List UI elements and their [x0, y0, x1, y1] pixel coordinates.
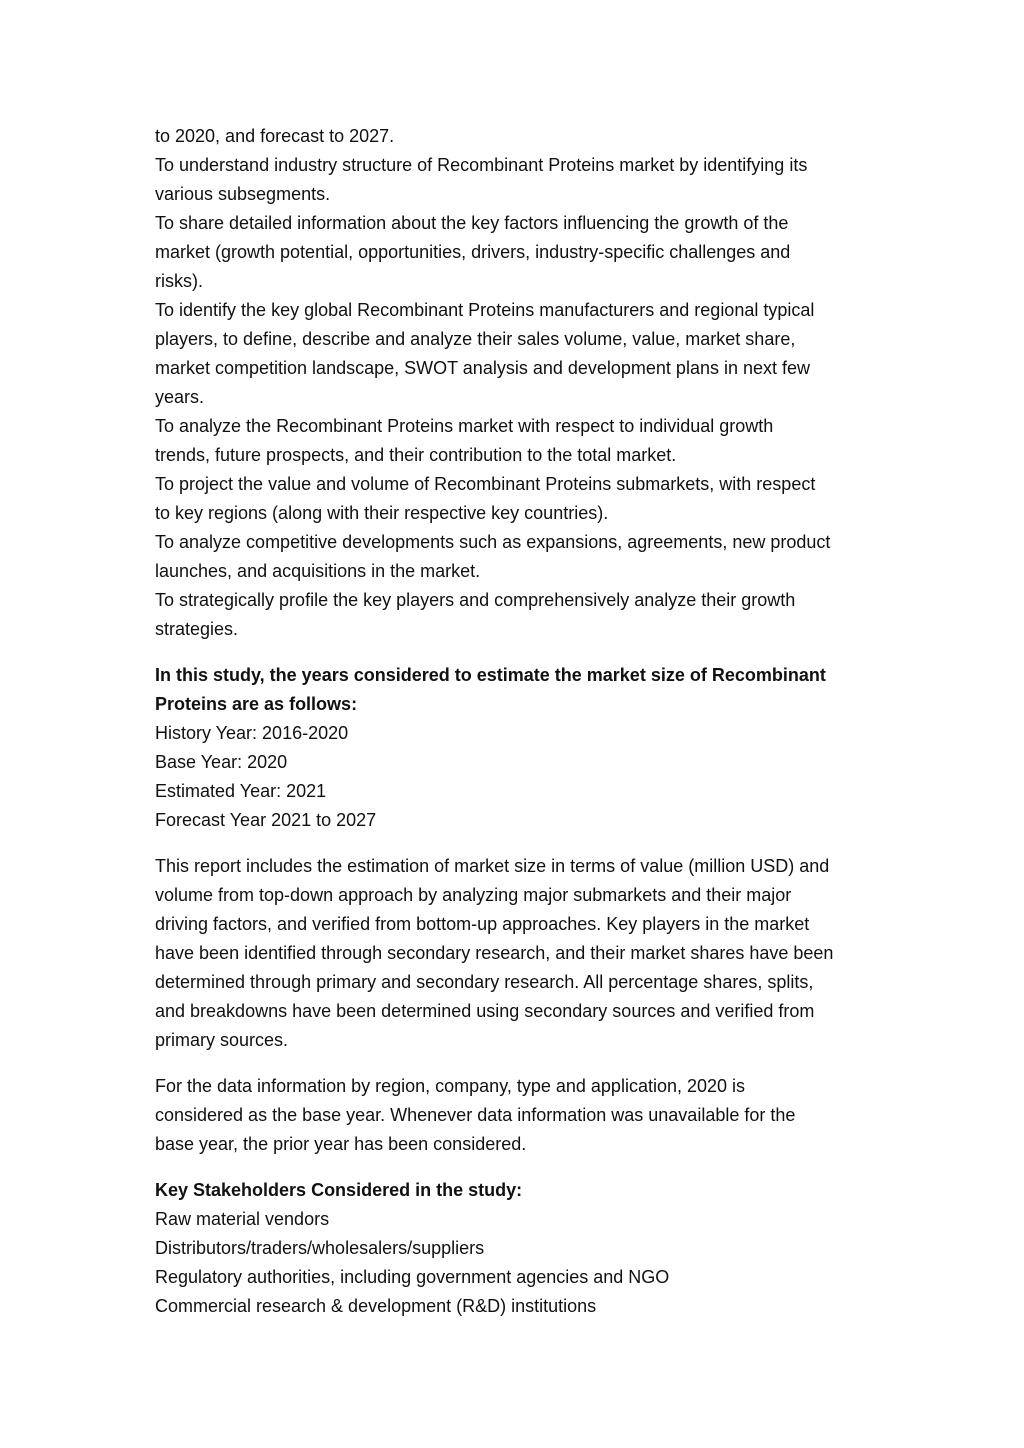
text-line: market (growth potential, opportunities, drivers, industry-specific challenges and [155, 242, 791, 262]
years-heading: Proteins are as follows: [155, 694, 358, 714]
text-line: To project the value and volume of Recombinant Proteins submarkets, with respect [155, 474, 816, 494]
text-line: launches, and acquisitions in the market. [155, 561, 481, 581]
text-line: to key regions (along with their respective key countries). [155, 503, 609, 523]
text-line: risks). [155, 271, 203, 291]
text-line: To analyze competitive developments such as expansions, agreements, new product [155, 532, 831, 552]
text-line: players, to define, describe and analyze their sales volume, value, market share, [155, 329, 796, 349]
years-section [155, 661, 875, 835]
text-line: To strategically profile the key players and comprehensively analyze their growth [155, 590, 796, 610]
text-line: driving factors, and verified from bottom-up approaches. Key players in the market [155, 914, 810, 934]
years-heading: In this study, the years considered to estimate the market size of Recombinant [155, 665, 826, 685]
text-line: market competition landscape, SWOT analysis and development plans in next few [155, 358, 811, 378]
document-page [155, 122, 875, 1321]
objectives-list [155, 122, 875, 644]
text-line: base year, the prior year has been considered. [155, 1134, 527, 1154]
stakeholder-item: Raw material vendors [155, 1209, 330, 1229]
text-line: to 2020, and forecast to 2027. [155, 126, 395, 146]
stakeholder-item: Regulatory authorities, including government agencies and NGO [155, 1267, 670, 1287]
stakeholder-item: Commercial research & development (R&D) institutions [155, 1296, 597, 1316]
estimation-paragraph [155, 852, 875, 1055]
stakeholders-heading: Key Stakeholders Considered in the study: [155, 1180, 523, 1200]
text-line: To analyze the Recombinant Proteins market with respect to individual growth [155, 416, 774, 436]
text-line: primary sources. [155, 1030, 289, 1050]
text-line: various subsegments. [155, 184, 331, 204]
text-line: determined through primary and secondary research. All percentage shares, splits, [155, 972, 814, 992]
text-line: To identify the key global Recombinant Proteins manufacturers and regional typical [155, 300, 815, 320]
text-line: strategies. [155, 619, 239, 639]
text-line: To share detailed information about the key factors influencing the growth of the [155, 213, 789, 233]
text-line: have been identified through secondary research, and their market shares have been [155, 943, 834, 963]
base-year: Base Year: 2020 [155, 752, 288, 772]
text-line: trends, future prospects, and their contribution to the total market. [155, 445, 677, 465]
text-line: and breakdowns have been determined using secondary sources and verified from [155, 1001, 815, 1021]
text-line: For the data information by region, company, type and application, 2020 is [155, 1076, 746, 1096]
text-line: volume from top-down approach by analyzing major submarkets and their major [155, 885, 792, 905]
text-line: This report includes the estimation of market size in terms of value (million USD) and [155, 856, 830, 876]
estimated-year: Estimated Year: 2021 [155, 781, 327, 801]
forecast-year: Forecast Year 2021 to 2027 [155, 810, 377, 830]
text-line: considered as the base year. Whenever data information was unavailable for the [155, 1105, 796, 1125]
stakeholder-item: Distributors/traders/wholesalers/suppliers [155, 1238, 485, 1258]
text-line: To understand industry structure of Recombinant Proteins market by identifying its [155, 155, 808, 175]
text-line: years. [155, 387, 205, 407]
base-year-paragraph [155, 1072, 875, 1159]
stakeholders-section [155, 1176, 875, 1321]
history-year: History Year: 2016-2020 [155, 723, 349, 743]
